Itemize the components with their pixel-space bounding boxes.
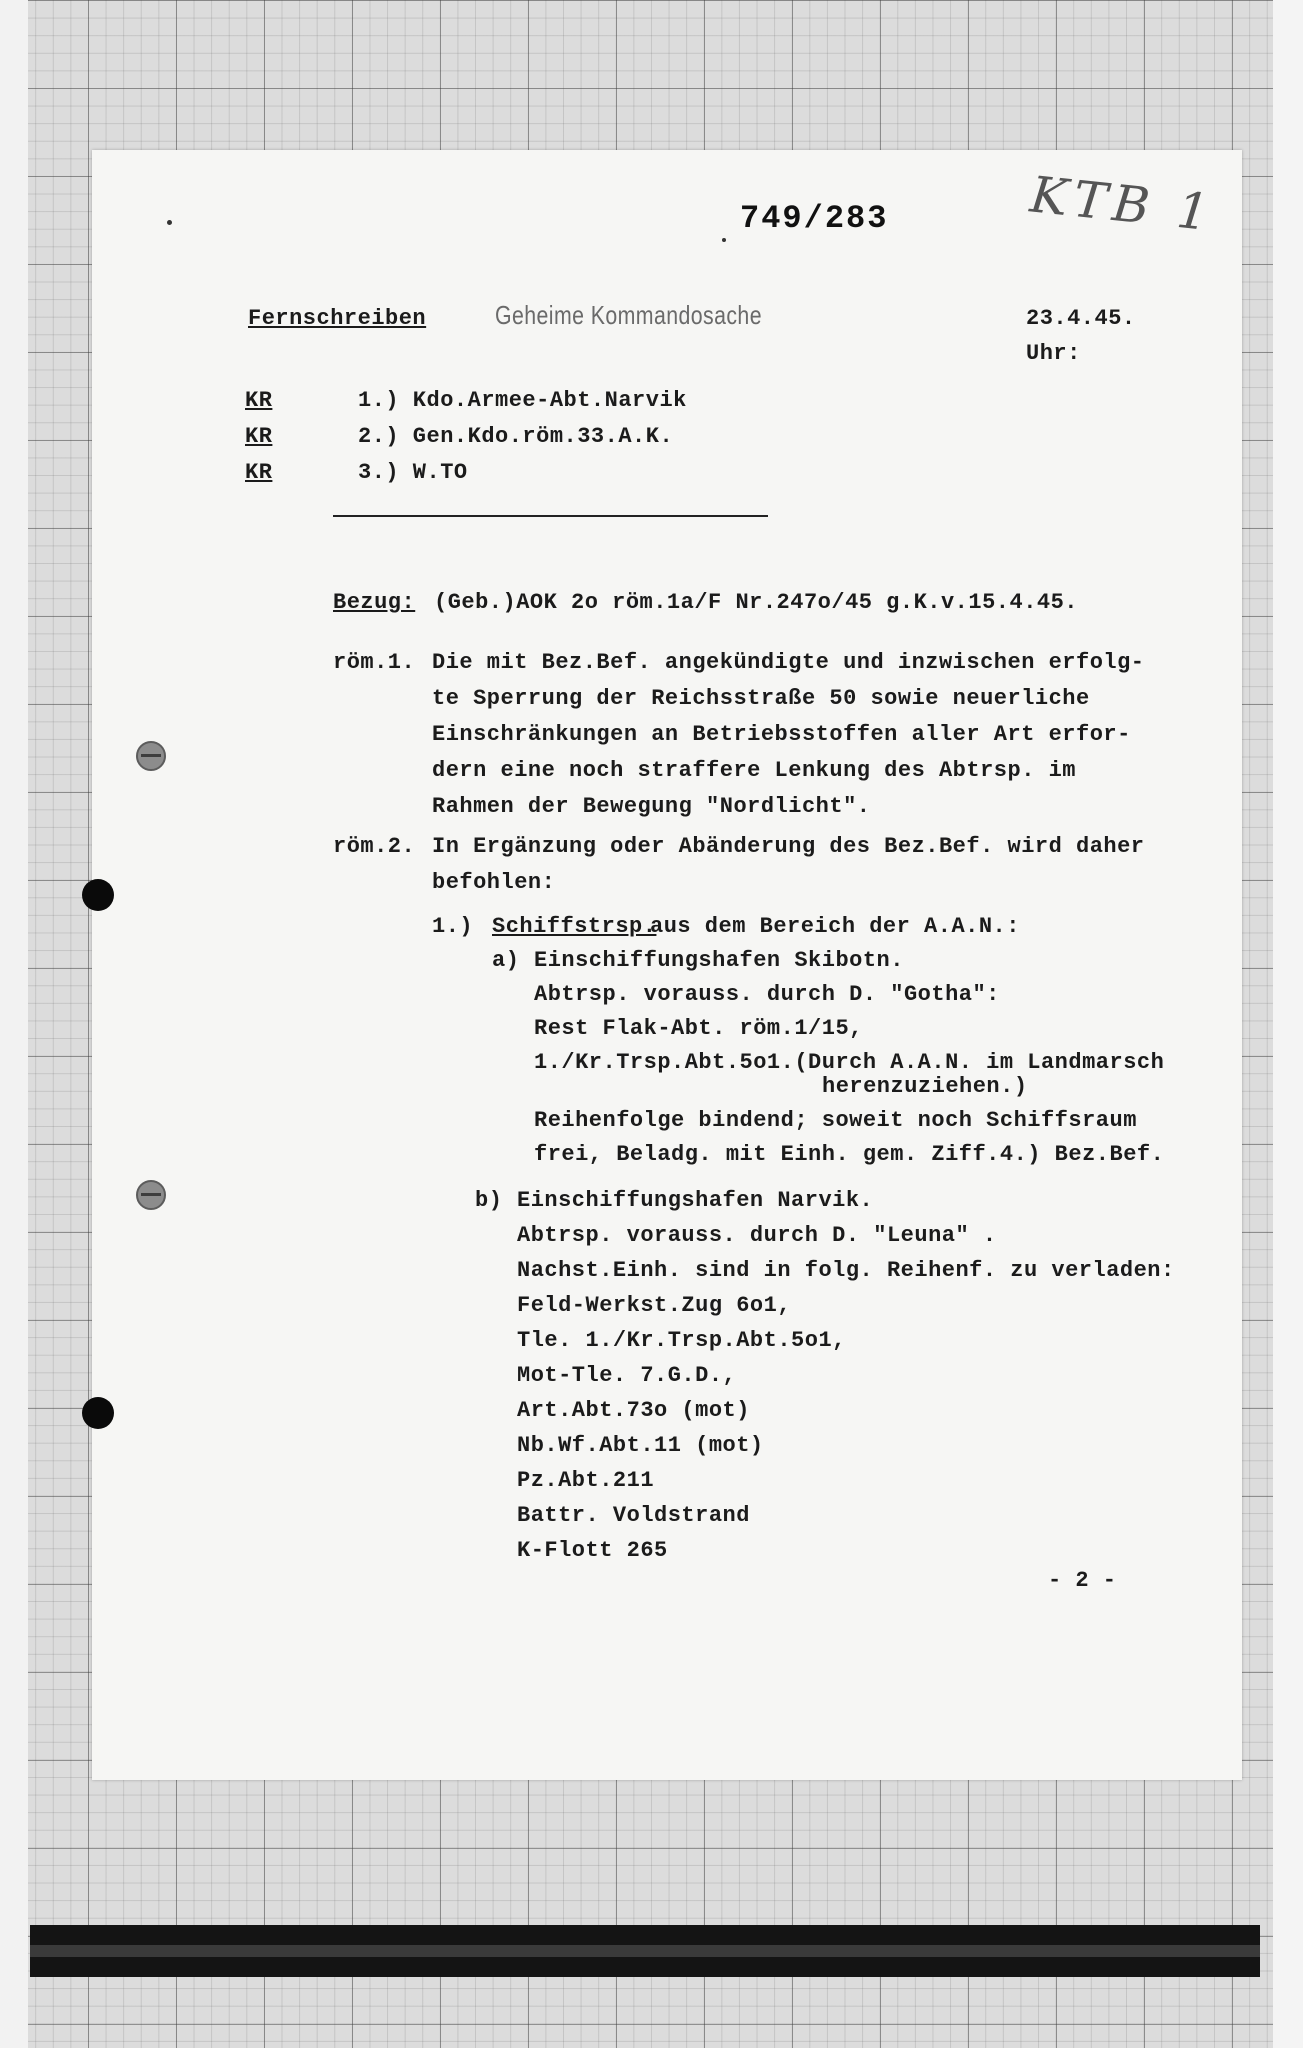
addressee-line: 3.) W.TO [358, 460, 468, 485]
scan-right-margin [1273, 0, 1303, 2048]
addressee-line: 1.) Kdo.Armee-Abt.Narvik [358, 388, 687, 413]
section2-label: röm.2. [333, 834, 416, 859]
ink-dot [167, 220, 172, 225]
sub-b-line: Nb.Wf.Abt.11 (mot) [517, 1433, 764, 1458]
addressee-tag: KR [245, 388, 273, 413]
clip-rivet [136, 741, 166, 771]
document-number: 749/283 [740, 200, 889, 237]
sub-b-label: b) [475, 1188, 503, 1213]
classification-stamp: Geheime Kommandosache [495, 300, 762, 330]
punch-hole [82, 1397, 114, 1429]
sub-a-line: Abtrsp. vorauss. durch D. "Gotha": [534, 982, 1000, 1007]
sub-a-label: a) [492, 948, 520, 973]
section1-line: Rahmen der Bewegung "Nordlicht". [432, 794, 871, 819]
sub-b-line: Nachst.Einh. sind in folg. Reihenf. zu verladen: [517, 1258, 1175, 1283]
scan-left-margin [0, 0, 28, 2048]
section1-line: te Sperrung der Reichsstraße 50 sowie neuerliche [432, 686, 1090, 711]
reference-text: (Geb.)AOK 2o röm.1a/F Nr.247o/45 g.K.v.15.4.45. [434, 590, 1079, 615]
item1-prefix: 1.) [432, 914, 474, 939]
ink-dot [722, 238, 726, 242]
section2-line: In Ergänzung oder Abänderung des Bez.Bef. wird daher [432, 834, 1145, 859]
page-marker: - 2 - [1048, 1568, 1117, 1593]
header-date: 23.4.45. [1026, 306, 1136, 331]
film-strip-inner [30, 1945, 1260, 1957]
sub-a-line: Rest Flak-Abt. röm.1/15, [534, 1016, 863, 1041]
sub-a-line: herenzuziehen.) [822, 1074, 1028, 1099]
header-title: Fernschreiben [248, 306, 427, 331]
clip-rivet [136, 1180, 166, 1210]
section1-line: dern eine noch straffere Lenkung des Abtrsp. im [432, 758, 1077, 783]
addressee-tag: KR [245, 460, 273, 485]
addressee-line: 2.) Gen.Kdo.röm.33.A.K. [358, 424, 674, 449]
sub-a-line: frei, Beladg. mit Einh. gem. Ziff.4.) Bez.Bef. [534, 1142, 1165, 1167]
horizontal-rule [333, 515, 768, 517]
sub-b-line: K-Flott 265 [517, 1538, 668, 1563]
sub-a-line: Einschiffungshafen Skibotn. [534, 948, 904, 973]
sub-a-line: 1./Kr.Trsp.Abt.5o1.(Durch A.A.N. im Landmarsch [534, 1050, 1165, 1075]
sub-b-line: Einschiffungshafen Narvik. [517, 1188, 874, 1213]
sub-b-line: Battr. Voldstrand [517, 1503, 750, 1528]
sub-b-line: Abtrsp. vorauss. durch D. "Leuna" . [517, 1223, 997, 1248]
reference-label: Bezug: [333, 590, 416, 615]
punch-hole [82, 879, 114, 911]
header-time-label: Uhr: [1026, 341, 1081, 366]
sub-b-line: Art.Abt.73o (mot) [517, 1398, 750, 1423]
film-strip-bar [30, 1925, 1260, 1977]
addressee-tag: KR [245, 424, 273, 449]
item1-heading: Schiffstrsp. [492, 914, 657, 939]
sub-b-line: Feld-Werkst.Zug 6o1, [517, 1293, 792, 1318]
sub-b-line: Tle. 1./Kr.Trsp.Abt.5o1, [517, 1328, 846, 1353]
sub-a-line: Reihenfolge bindend; soweit noch Schiffsraum [534, 1108, 1137, 1133]
item1-rest: aus dem Bereich der A.A.N.: [650, 914, 1020, 939]
section1-line: Die mit Bez.Bef. angekündigte und inzwischen erfolg- [432, 650, 1145, 675]
handwritten-mark: KTB 1 [1027, 165, 1218, 243]
section1-line: Einschränkungen an Betriebsstoffen aller Art erfor- [432, 722, 1131, 747]
sub-b-line: Pz.Abt.211 [517, 1468, 655, 1493]
section1-label: röm.1. [333, 650, 416, 675]
sub-b-line: Mot-Tle. 7.G.D., [517, 1363, 737, 1388]
section2-line: befohlen: [432, 870, 556, 895]
